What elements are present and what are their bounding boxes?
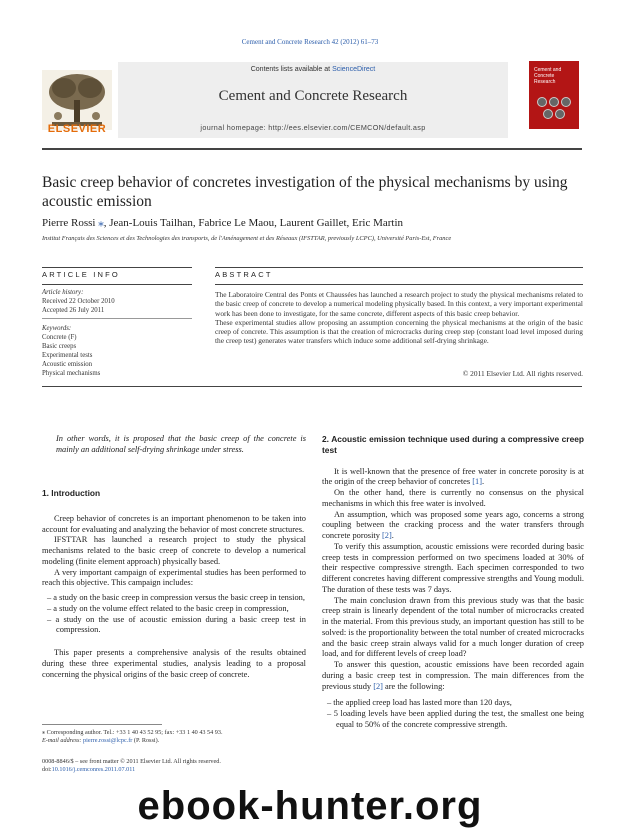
- list-item: – a study on the use of acoustic emission during a basic creep test in compression.: [47, 614, 306, 635]
- cover-disc-icon: [555, 109, 565, 119]
- body-paragraph: It is well-known that the presence of free water in concrete porosity is at the origin of the creep behavior of concretes [1].: [322, 466, 584, 487]
- corresponding-author-mark[interactable]: ⁎: [98, 217, 104, 229]
- journal-citation[interactable]: Cement and Concrete Research 42 (2012) 61–73: [241, 38, 379, 46]
- ebook-hunter-watermark: ebook-hunter.org: [137, 784, 483, 828]
- cover-disc-icon: [549, 97, 559, 107]
- email-label: E-mail address:: [42, 737, 84, 744]
- sciencedirect-link[interactable]: ScienceDirect: [332, 66, 376, 73]
- reference-link[interactable]: [2]: [382, 531, 392, 540]
- accepted-date: Accepted 26 July 2011: [42, 307, 105, 314]
- body-paragraph: The main conclusion drawn from this previous study was that the basic creep strain is linearly dependent of the total number of microcracks created in the material. From this previous study, an important question has still to be solved: is the proportionality between the total number of created microcracks and the basic creep strain always valid for a much longer duration of creep load, and for different levels of creep load?: [322, 595, 584, 659]
- journal-cover-thumbnail[interactable]: [529, 61, 579, 129]
- body-paragraph: IFSTTAR has launched a research project to study the physical mechanisms related to the basic creep of concrete to develop a numerical modeling (finite element approach) physically based.: [42, 535, 306, 566]
- article-title: Basic creep behavior of concretes investigation of the physical mechanisms by using acoustic emission: [42, 174, 568, 210]
- summary-note: In other words, it is proposed that the basic creep of the concrete is mainly an additional self-drying shrinkage under stress.: [56, 434, 306, 454]
- journal-homepage[interactable]: journal homepage: http://ees.elsevier.com/CEMCON/default.asp: [200, 123, 426, 132]
- body-text: To answer this question, acoustic emissions have been recorded again during a basic creep test in compression. The main differences from the previous study: [322, 660, 584, 691]
- abstract-paragraph: These experimental studies allow proposing an assumption concerning the physical mechanisms at the origin of the basic creep of concrete. This assumption is that the creation of microcracks during creep step (constant load level imposed during the creep test) generates water transfers which induce some additional self-drying shrinkage.: [215, 317, 583, 346]
- spacer: [42, 499, 306, 510]
- doi-label: doi:: [42, 766, 52, 773]
- keyword: Acoustic emission: [42, 361, 93, 368]
- abstract-paragraph: The Laboratoire Central des Ponts et Chaussées has launched a research project to study the physical mechanisms related to the basic creep of concrete to develop a numerical modeling physically based. In this context, a very important experimental work has been done to investigate, for the same concrete, different aspects of this basic creep behavior.: [215, 290, 583, 318]
- keywords-block: [42, 324, 192, 378]
- body-paragraph: This paper presents a comprehensive analysis of the results obtained during these three experimental studies, analysis leading to a proposal concerning the physical origins of the basic creep of concrete.: [42, 648, 306, 679]
- list-item: – 5 loading levels have been applied during the test, the smallest one being equal to 50% of the concrete compressive strength.: [327, 709, 584, 729]
- corresponding-author-footnote: [42, 729, 302, 745]
- keyword: Basic creeps: [42, 343, 77, 350]
- keyword: Concrete (F): [42, 334, 77, 341]
- issn-line: 0008-8846/$ – see front matter © 2011 Elsevier Ltd. All rights reserved.: [42, 758, 221, 765]
- received-date: Received 22 October 2010: [42, 298, 115, 305]
- keywords-label: Keywords:: [42, 325, 72, 332]
- body-paragraph: To verify this assumption, acoustic emissions were recorded during basic creep tests in compression performed on two specimens loaded at 30% of their respective compressive strength. Each specimen corresponded to two different concretes having different compressive strengths and Young moduli. The duration of these tests was 7 days.: [322, 541, 584, 594]
- body-paragraph: On the other hand, there is currently no consensus on the physical mechanisms in which this free water is involved.: [322, 488, 584, 508]
- footnote-contact: ⁎ Corresponding author. Tel.: +33 1 40 43 52 95; fax: +33 1 40 43 54 93.: [42, 729, 223, 736]
- abstract-rule: [215, 284, 583, 285]
- body-paragraph: A very important campaign of experimental studies has been performed to reach this objective. This campaign includes:: [42, 567, 306, 588]
- spacer: [42, 636, 306, 648]
- keyword: Experimental tests: [42, 352, 93, 359]
- body-text: An assumption, which was proposed some years ago, concerns a strong coupling between the cracking process and the water transfers through concrete porosity: [322, 509, 584, 540]
- footnote-rule: [42, 724, 162, 725]
- body-paragraph: [322, 660, 584, 692]
- section-heading-introduction: 1. Introduction: [42, 488, 101, 498]
- author-first: Pierre Rossi: [42, 217, 96, 229]
- body-text: It is well-known that the presence of free water in concrete porosity is at the origin of the creep behavior of concretes: [322, 466, 584, 487]
- abstract-heading: ABSTRACT: [215, 270, 273, 279]
- list-item: – a study on the volume effect related to the basic creep in compression,: [47, 603, 289, 613]
- doi-link[interactable]: 10.1016/j.cemconres.2011.07.011: [51, 766, 136, 773]
- issn-doi-block: [42, 758, 362, 774]
- header-divider: [42, 148, 582, 150]
- cover-title: Cement and Concrete Research: [534, 67, 562, 85]
- cover-disc-icon: [561, 97, 571, 107]
- history-rule: [42, 318, 192, 319]
- article-info-rule: [42, 284, 192, 285]
- affiliation: Institut Français des Sciences et des Technologies des transports, de l'Aménagement et des Réseaux (IFSTTAR, previously LCPC), Université Paris-Est, France: [42, 235, 452, 242]
- author-list: [42, 216, 602, 229]
- abstract-copyright: © 2011 Elsevier Ltd. All rights reserved.: [462, 369, 583, 378]
- author-email-link[interactable]: pierre.rossi@lcpc.fr: [83, 737, 133, 744]
- article-history: [42, 288, 192, 315]
- list-item: – the applied creep load has lasted more than 120 days,: [327, 698, 512, 708]
- contents-line: [118, 66, 508, 73]
- abstract-text: [215, 290, 583, 346]
- front-matter-bottom-rule: [42, 386, 582, 387]
- reference-link[interactable]: [1]: [472, 477, 482, 487]
- article-info-top-rule: [42, 267, 192, 268]
- elsevier-wordmark: ELSEVIER: [47, 123, 107, 135]
- reference-link[interactable]: [2]: [373, 681, 383, 691]
- journal-name: Cement and Concrete Research: [218, 88, 408, 104]
- cover-disc-icon: [537, 97, 547, 107]
- body-text: are the following:: [382, 681, 445, 691]
- left-column: [56, 434, 306, 456]
- history-label: Article history:: [42, 289, 84, 296]
- body-paragraph: An assumption, which was proposed some years ago, concerns a strong coupling between the cracking process and the water transfers through concrete porosity [2].: [322, 509, 584, 540]
- spacer: [322, 456, 584, 467]
- cover-disc-icon: [543, 109, 553, 119]
- authors-rest: , Jean-Louis Tailhan, Fabrice Le Maou, Laurent Gaillet, Eric Martin: [103, 217, 404, 229]
- body-paragraph: Creep behavior of concretes is an important phenomenon to be taken into account for evaluating and analyzing the behavior of most concrete structures.: [42, 513, 306, 534]
- left-column-body: [42, 488, 306, 680]
- right-column: [322, 434, 584, 731]
- keyword: Physical mechanisms: [42, 370, 101, 377]
- list-item: – a study on the basic creep in compression versus the basic creep in tension,: [47, 593, 305, 602]
- abstract-top-rule: [215, 267, 583, 268]
- contents-prefix: Contents lists available at: [250, 66, 333, 73]
- email-suffix: (P. Rossi).: [132, 737, 160, 744]
- section-heading-acoustic-emission: 2. Acoustic emission technique used during a compressive creep test: [322, 434, 584, 455]
- article-info-heading: ARTICLE INFO: [42, 270, 120, 279]
